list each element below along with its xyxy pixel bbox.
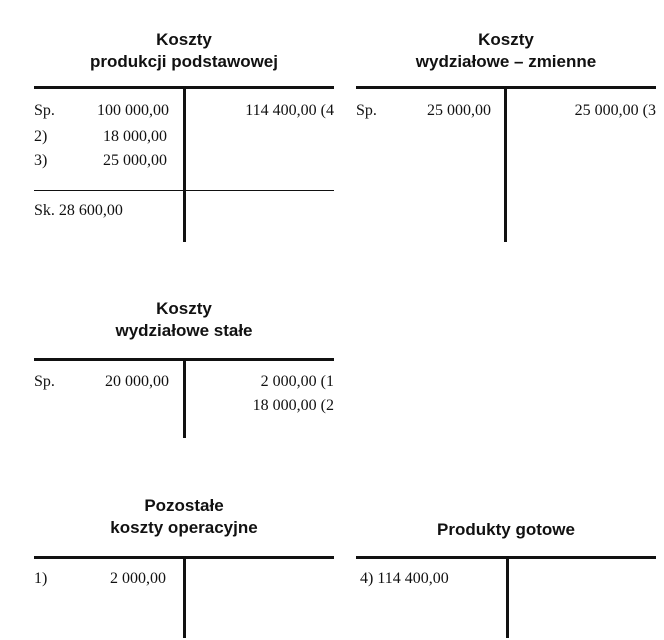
entry-amount: 2 000,00	[110, 570, 166, 587]
entry-amount: 18 000,00	[103, 128, 167, 145]
debit-entry	[34, 569, 166, 589]
entry-reference: (3	[642, 102, 656, 119]
entry-label: Sp.	[356, 102, 377, 119]
entry-reference: (4	[320, 102, 334, 119]
account-title-line2: wydziałowe stałe	[115, 321, 253, 340]
entry-label: Sp.	[34, 102, 55, 119]
entry-amount: 18 000,00	[252, 397, 317, 414]
entry-reference: (1	[320, 373, 334, 390]
closing-label: Sk.	[34, 202, 55, 219]
entry-label: 2)	[34, 128, 48, 145]
entry-reference: (2	[320, 397, 334, 414]
entry-label: Sp.	[34, 373, 55, 390]
account-pozostale-koszty-operacyjne	[34, 0, 334, 640]
entry-amount: 114 400,00	[377, 570, 449, 587]
debit-entry	[360, 569, 449, 589]
entry-label: 4)	[360, 570, 374, 587]
entry-amount: 25 000,00	[574, 102, 639, 119]
account-title-line2: produkcji podstawowej	[90, 52, 278, 71]
account-produkty-gotowe	[356, 0, 656, 640]
entry-amount: 20 000,00	[105, 373, 169, 390]
entry-amount: 100 000,00	[97, 102, 169, 119]
entry-amount: 25 000,00	[427, 102, 491, 119]
account-title-line1: Produkty gotowe	[437, 520, 575, 539]
account-title-line1: Koszty	[478, 30, 534, 49]
entry-label: 3)	[34, 152, 48, 169]
entry-amount: 114 400,00	[245, 102, 317, 119]
entry-label: 1)	[34, 570, 48, 587]
t-account-center-line	[183, 556, 186, 638]
account-title-line2: wydziałowe – zmienne	[415, 52, 597, 71]
account-title-line1: Koszty	[156, 299, 212, 318]
account-title-line1: Koszty	[156, 30, 212, 49]
closing-amount: 28 600,00	[58, 202, 123, 219]
account-title-line1: Pozostałe	[144, 496, 224, 515]
account-title	[356, 519, 656, 541]
t-account-center-line	[506, 556, 509, 638]
account-title	[34, 495, 334, 539]
entry-amount: 25 000,00	[103, 152, 167, 169]
account-title-line2: koszty operacyjne	[110, 518, 258, 537]
entry-amount: 2 000,00	[260, 373, 317, 390]
